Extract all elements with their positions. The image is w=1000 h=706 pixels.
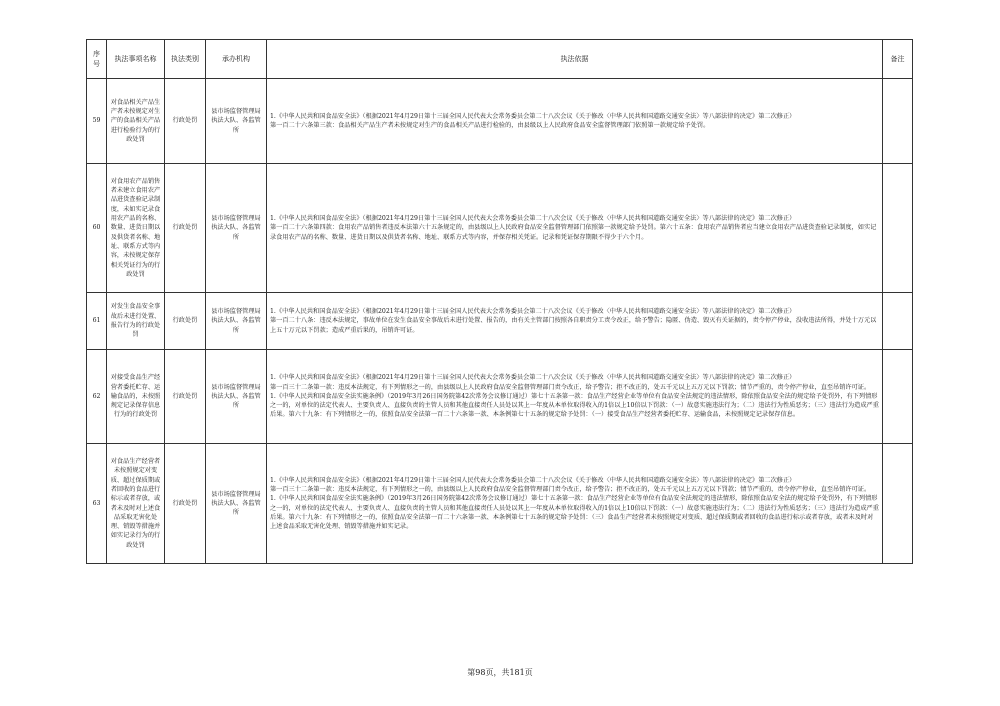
header-basis: 执法依据 bbox=[267, 40, 883, 79]
row-seq: 60 bbox=[87, 164, 107, 293]
row-seq: 63 bbox=[87, 444, 107, 564]
row-note bbox=[883, 293, 913, 350]
row-category: 行政处罚 bbox=[165, 350, 206, 444]
header-agency: 承办机构 bbox=[206, 40, 267, 79]
table-row bbox=[87, 79, 913, 164]
table-row bbox=[87, 293, 913, 350]
basis-paragraph: 1.《中华人民共和国食品安全法》（根据2021年4月29日第十三届全国人民代表大会常务委员会第二十八次会议《关于修改〈中华人民共和国道路交通安全法〉等八部法律的决定》第二次修正） bbox=[270, 215, 796, 223]
row-category: 行政处罚 bbox=[165, 444, 206, 564]
table-row bbox=[87, 164, 913, 293]
row-category: 行政处罚 bbox=[165, 293, 206, 350]
basis-paragraph: 第一百二十六条第三款：食品相关产品生产者未按规定对生产的食品相关产品进行检验的，由县级以上人民政府食品安全监督管理部门依照第一款规定给予处罚。 bbox=[270, 122, 710, 129]
basis-paragraph: 1.《中华人民共和国食品安全法实施条例》（2019年3月26日国务院第42次常务会议修订通过）第七十五条第一款：食品生产经营企业等单位有食品安全法规定的违法情形，除依照食品安全法的规定给予处罚外，有下列情形之一的，对单位的法定代表人、主要负责人、直接负责的主管人员和其他直接责任人员处以其上一年度从本单位取得收入的1倍以上10倍以下罚款：（一）故意实施违法行为；（二）违法行为性质恶劣；（三）违法行为造成严重后果。第六十九条：有下列情形之一的，依照食品安全法第一百二十六条第一款、本条例第七十五条的规定给予处罚：（一）接受食品生产经营者委托贮存、运输食品，未按照规定记录保存信息。 bbox=[270, 392, 879, 419]
row-basis bbox=[267, 444, 883, 564]
basis-paragraph: 第一百二十八条：违反本法规定，事故单位在发生食品安全事故后未进行处置、报告的，由有关主管部门按照各自职责分工责令改正，给予警告；隐匿、伪造、毁灭有关证据的，责令停产停业，没收违法所得，并处十万元以上五十万元以下罚款；造成严重后果的，吊销许可证。 bbox=[270, 317, 877, 334]
row-agency: 县市场监督管理局执法大队、各监管所 bbox=[206, 164, 267, 293]
row-item: 对食品相关产品生产者未按规定对生产的食品相关产品进行检验行为的行政处罚 bbox=[107, 79, 165, 164]
row-seq: 62 bbox=[87, 350, 107, 444]
row-item: 对食用农产品销售者未建立食用农产品进货查验记录制度，未如实记录食用农产品的名称、数量、进货日期以及供货者名称、地址、联系方式等内容，未按规定保存相关凭证行为的行政处罚 bbox=[107, 164, 165, 293]
basis-paragraph: 第一百三十二条第一款：违反本法规定，有下列情形之一的，由县级以上人民政府食品安全监督管理部门责令改正，给予警告；拒不改正的，处五千元以上五万元以下罚款；情节严重的，责令停产停业，直至吊销许可证。 bbox=[270, 383, 871, 391]
row-seq: 61 bbox=[87, 293, 107, 350]
row-agency: 县市场监督管理局执法大队、各监管所 bbox=[206, 293, 267, 350]
header-row bbox=[87, 40, 913, 79]
row-note bbox=[883, 350, 913, 444]
basis-paragraph: 第一百三十二条第一款：违反本法规定，有下列情形之一的，由县级以上人民政府食品安全监督管理部门责令改正，给予警告；拒不改正的，处五千元以上五万元以下罚款；情节严重的，责令停产停业，直至吊销许可证。 bbox=[270, 485, 871, 493]
row-category: 行政处罚 bbox=[165, 79, 206, 164]
basis-paragraph: 1.《中华人民共和国食品安全法》（根据2021年4月29日第十三届全国人民代表大会常务委员会第二十八次会议《关于修改〈中华人民共和国道路交通安全法〉等八部法律的决定》第二次修正） bbox=[270, 308, 796, 316]
basis-paragraph: 1.《中华人民共和国食品安全法》（根据2021年4月29日第十三届全国人民代表大会常务委员会第二十八次会议《关于修改〈中华人民共和国道路交通安全法〉等八部法律的决定》第二次修正） bbox=[270, 374, 796, 382]
header-category: 执法类别 bbox=[165, 40, 206, 79]
header-note: 备注 bbox=[883, 40, 913, 79]
table-row bbox=[87, 350, 913, 444]
row-note bbox=[883, 79, 913, 164]
row-basis bbox=[267, 164, 883, 293]
table-row bbox=[87, 444, 913, 564]
row-item: 对发生食品安全事故后未进行处置、报告行为的行政处罚 bbox=[107, 293, 165, 350]
row-category: 行政处罚 bbox=[165, 164, 206, 293]
basis-paragraph: 1.《中华人民共和国食品安全法》（根据2021年4月29日第十三届全国人民代表大会常务委员会第二十八次会议《关于修改〈中华人民共和国道路交通安全法〉等八部法律的决定》第二次修正） bbox=[270, 112, 796, 120]
row-agency: 县市场监督管理局执法大队、各监管所 bbox=[206, 444, 267, 564]
row-item: 对接受食品生产经营者委托贮存、运输食品的，未按照规定记录保存信息行为的行政处罚 bbox=[107, 350, 165, 444]
enforcement-table bbox=[86, 39, 913, 564]
header-seq: 序号 bbox=[87, 40, 107, 79]
row-note bbox=[883, 164, 913, 293]
row-agency: 县市场监督管理局执法大队、各监管所 bbox=[206, 79, 267, 164]
row-agency: 县市场监督管理局执法大队、各监管所 bbox=[206, 350, 267, 444]
row-basis bbox=[267, 79, 883, 164]
row-item: 对食品生产经营者未按照规定对变质、超过保质期或者回收的食品进行标示或者存放，或者未及时对上述食品采取无害化处理、销毁等措施并如实记录行为的行政处罚 bbox=[107, 444, 165, 564]
row-note bbox=[883, 444, 913, 564]
page-footer: 第98页，共181页 bbox=[467, 668, 533, 677]
basis-paragraph: 1.《中华人民共和国食品安全法》（根据2021年4月29日第十三届全国人民代表大会常务委员会第二十八次会议《关于修改〈中华人民共和国道路交通安全法〉等八部法律的决定》第二次修正） bbox=[270, 476, 796, 484]
row-seq: 59 bbox=[87, 79, 107, 164]
basis-paragraph: 第一百二十六条第四款：食用农产品销售者违反本法第六十五条规定的，由县级以上人民政府食品安全监督管理部门依照第一款规定给予处罚。第六十五条：食用农产品销售者应当建立食用农产品进货查验记录制度，如实记录食用农产品的名称、数量、进货日期以及供货者名称、地址、联系方式等内容，并保存相关凭证。记录和凭证保存期限不得少于六个月。 bbox=[270, 224, 877, 241]
row-basis bbox=[267, 350, 883, 444]
header-item: 执法事项名称 bbox=[107, 40, 165, 79]
row-basis bbox=[267, 293, 883, 350]
basis-paragraph: 1.《中华人民共和国食品安全法实施条例》（2019年3月26日国务院第42次常务会议修订通过）第七十五条第一款：食品生产经营企业等单位有食品安全法规定的违法情形，除依照食品安全法的规定给予处罚外，有下列情形之一的，对单位的法定代表人、主要负责人、直接负责的主管人员和其他直接责任人员处以其上一年度从本单位取得收入的1倍以上10倍以下罚款：（一）故意实施违法行为；（二）违法行为性质恶劣；（三）违法行为造成严重后果。第六十九条：有下列情形之一的，依照食品安全法第一百二十六条第一款、本条例第七十五条的规定给予处罚：（三）食品生产经营者未按照规定对变质、超过保质期或者回收的食品进行标示或者存放，或者未及时对上述食品采取无害化处理、销毁等措施并如实记录。 bbox=[270, 495, 879, 531]
